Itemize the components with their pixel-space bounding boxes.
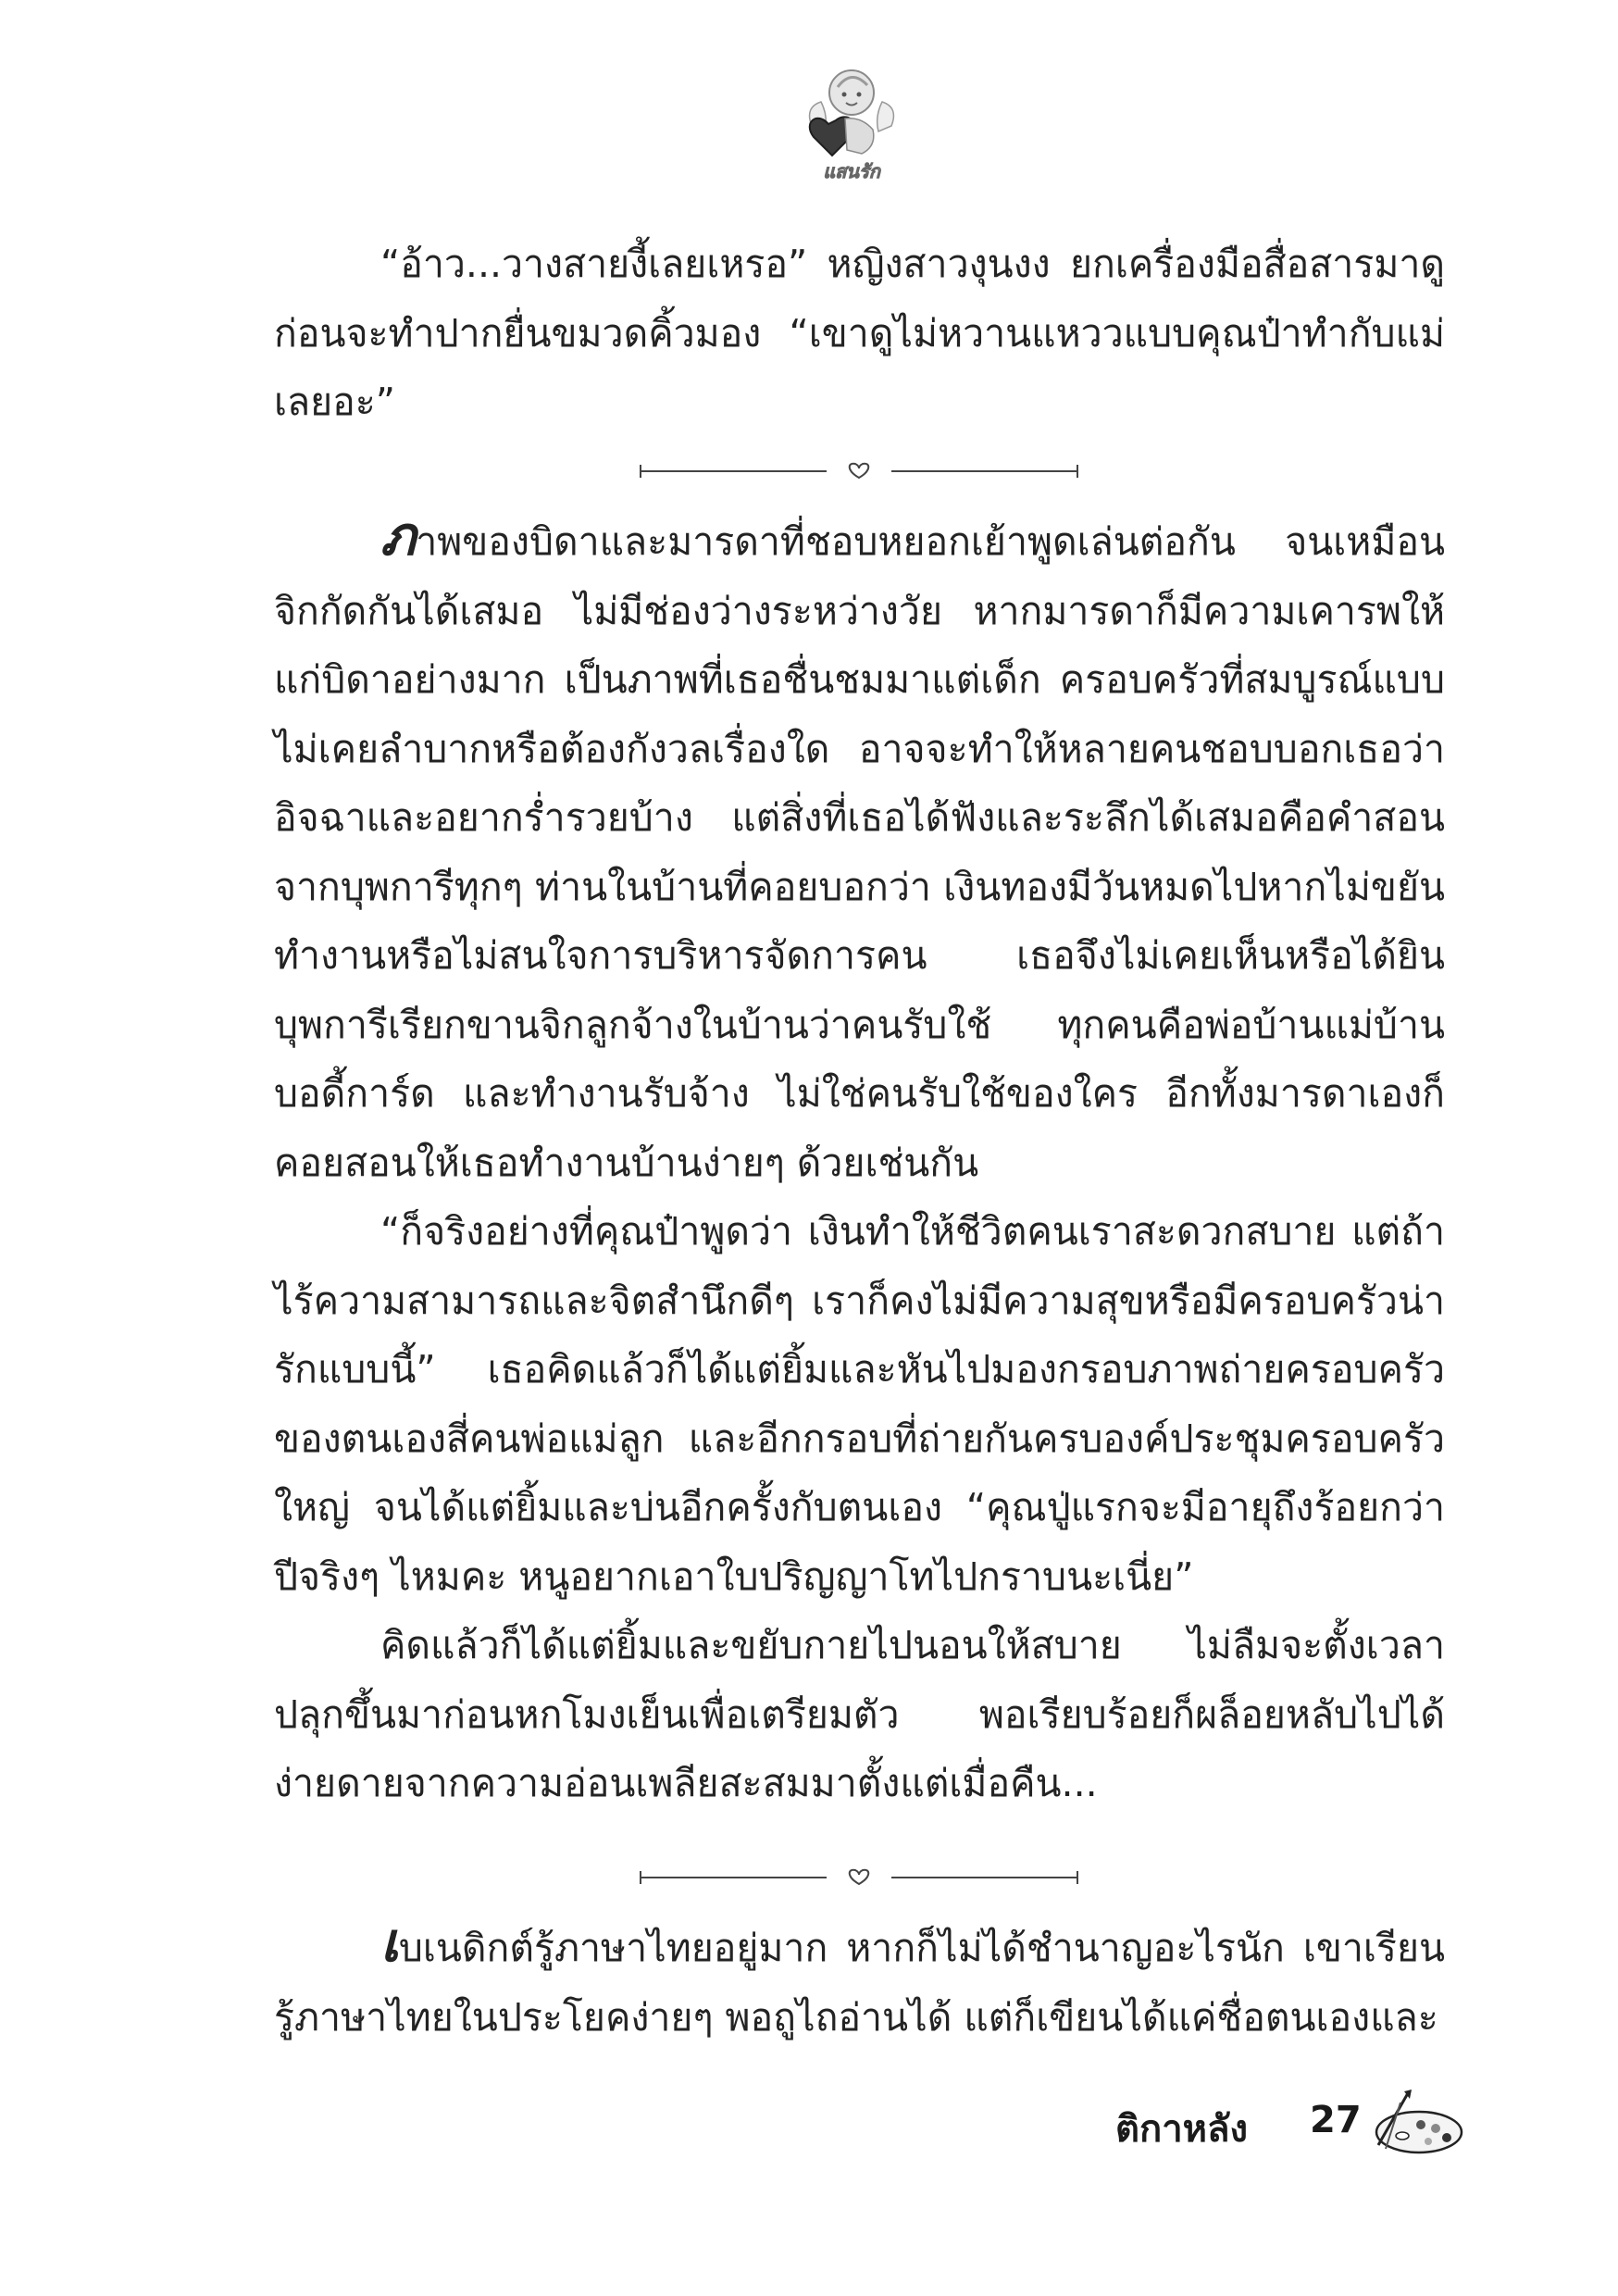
running-title: ติกาหลัง xyxy=(1115,2108,1249,2151)
drop-cap: ภ xyxy=(380,505,417,568)
section-divider xyxy=(637,1864,1081,1891)
page-number: 27 xyxy=(1310,2099,1362,2141)
heart-divider-icon xyxy=(637,1864,1081,1891)
section-divider xyxy=(637,457,1081,485)
paint-palette-icon xyxy=(1365,2088,1467,2157)
cherub-heart-logo-icon xyxy=(801,61,902,183)
paragraph: คิดแล้วก็ได้แต่ยิ้มและขยับกายไปนอนให้สบาย ไม่ลืมจะตั้งเวลาปลุกขึ้นมาก่อนหกโมงเย็นเพื่อเตรียมตัว พอเรียบร้อยก็ผล็อยหลับไปได้ง่ายดายจากความอ่อนเพลียสะสมมาตั้งแต่เมื่อคืน... xyxy=(274,1623,1445,1805)
paragraph: “ก็จริงอย่างที่คุณป๋าพูดว่า เงินทำให้ชีวิตคนเราสะดวกสบาย แต่ถ้าไร้ความสามารถและจิตสำนึกดีๆ เราก็คงไม่มีความสุขหรือมีครอบครัวน่ารักแบบนี้” เธอคิดแล้วก็ได้แต่ยิ้มและหันไปมองกรอบภาพถ่ายครอบครัวของตนเองสี่คนพ่อแม่ลูก และอีกกรอบที่ถ่ายกันครบองค์ประชุมครอบครัวใหญ่ จนได้แต่ยิ้มและบ่นอีกครั้งกับตนเอง “คุณปู่แรกจะมีอายุถึงร้อยกว่าปีจริงๆ ไหมคะ หนูอยากเอาใบปริญญาโทไปกราบนะเนี่ย” xyxy=(274,1209,1445,1599)
section-2 xyxy=(274,507,1445,1818)
paragraph xyxy=(274,1911,1445,2052)
paragraph-text: บเนดิกต์รู้ภาษาไทยอยู่มาก หากก็ไม่ได้ชำนาญอะไรนัก เขาเรียนรู้ภาษาไทยในประโยคง่ายๆ พอถูไถอ่านได้ แต่ก็เขียนได้แค่ชื่อตนเองและ xyxy=(274,1926,1445,2040)
publisher-logo xyxy=(801,61,902,183)
paragraph: “อ้าว...วางสายงี้เลยเหรอ” หญิงสาวงุนงง ยกเครื่องมือสื่อสารมาดูก่อนจะทำปากยื่นขมวดคิ้วมอง “เขาดูไม่หวานแหววแบบคุณป๋าทำกับแม่เลยอะ” xyxy=(274,242,1445,424)
logo-text: แสนรัก xyxy=(823,160,880,182)
paragraph xyxy=(274,507,1445,1197)
drop-cap: เ xyxy=(380,1911,399,1974)
section-1 xyxy=(274,230,1445,437)
paragraph-text: าพของบิดาและมารดาที่ชอบหยอกเย้าพูดเล่นต่อกัน จนเหมือนจิกกัดกันได้เสมอ ไม่มีช่องว่างระหว่างวัย หากมารดาก็มีความเคารพให้แก่บิดาอย่างมาก เป็นภาพที่เธอชื่นชมมาแต่เด็ก ครอบครัวที่สมบูรณ์แบบไม่เคยลำบากหรือต้องกังวลเรื่องใด อาจจะทำให้หลายคนชอบบอกเธอว่าอิจฉาและอยากร่ำรวยบ้าง แต่สิ่งที่เธอได้ฟังและระลึกได้เสมอคือคำสอนจากบุพการีทุกๆ ท่านในบ้านที่คอยบอกว่า เงินทองมีวันหมดไปหากไม่ขยันทำงานหรือไม่สนใจการบริหารจัดการคน เธอจึงไม่เคยเห็นหรือได้ยินบุพการีเรียกขานจิกลูกจ้างในบ้านว่าคนรับใช้ ทุกคนคือพ่อบ้านแม่บ้านบอดี้การ์ด และทำงานรับจ้าง ไม่ใช่คนรับใช้ของใคร อีกทั้งมารดาเองก็คอยสอนให้เธอทำงานบ้านง่ายๆ ด้วยเช่นกัน xyxy=(274,519,1445,1185)
page-footer xyxy=(1064,2088,1490,2162)
heart-divider-icon xyxy=(637,457,1081,485)
section-3 xyxy=(274,1911,1445,2052)
